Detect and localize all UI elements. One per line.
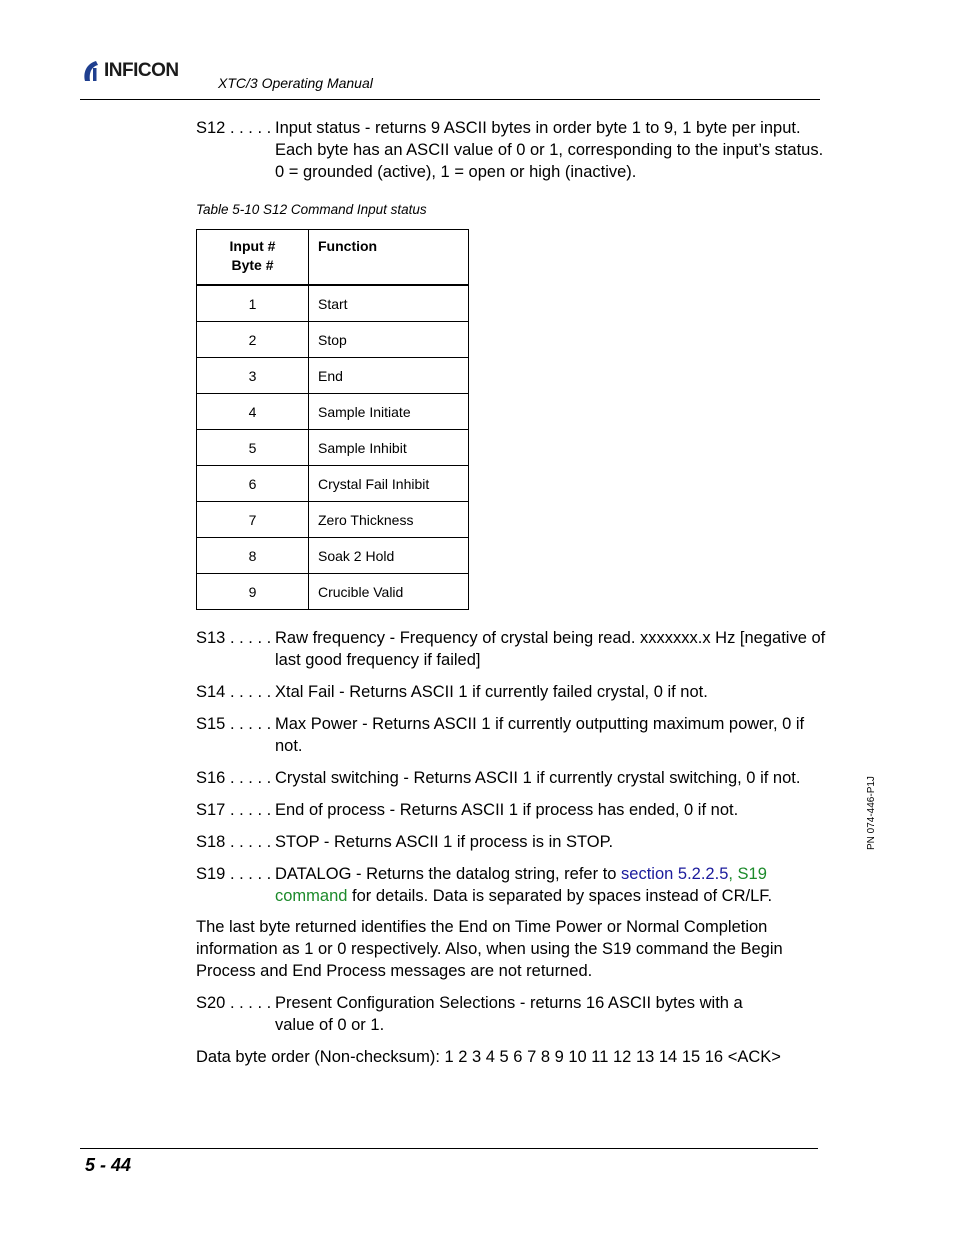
inficon-logo	[80, 58, 179, 84]
entry-text: Input status - returns 9 ASCII bytes in order byte 1 to 9, 1 byte per input. Each byte has an ASCII value of 0 or 1, corresponding to the input’s status. 0 = grounded (active), 1 = open or high (inactive).	[275, 119, 824, 181]
entry-code: S17 . . . . .	[196, 801, 272, 819]
input-status-table	[196, 229, 469, 610]
table-row	[197, 466, 469, 502]
entry-s19	[196, 863, 826, 907]
entry-s20	[196, 992, 826, 1036]
cell-input-number: 8	[197, 538, 309, 574]
entry-text	[275, 863, 826, 907]
column-header-input-byte	[197, 230, 309, 286]
header-divider	[80, 99, 820, 100]
column-header-function: Function	[309, 230, 469, 286]
header-input-label: Input #	[229, 238, 276, 254]
entry-code: S12 . . . . .	[196, 119, 272, 137]
last-byte-paragraph: The last byte returned identifies the End on Time Power or Normal Completion information as 1 or 0 respectively. Also, when using the S19 command the Begin Process and End Process messages are not returned.	[196, 918, 783, 980]
entry-code: S20 . . . . .	[196, 994, 272, 1012]
cell-function: End	[309, 358, 469, 394]
table-row	[197, 394, 469, 430]
entry-s16	[196, 767, 836, 789]
cell-input-number: 3	[197, 358, 309, 394]
entry-code: S16 . . . . .	[196, 769, 272, 787]
entry-text: Max Power - Returns ASCII 1 if currently outputting maximum power, 0 if not.	[275, 715, 805, 755]
part-number-side-text: PN 074-446-P1J	[866, 776, 877, 850]
cell-input-number: 6	[197, 466, 309, 502]
entry-text: Raw frequency - Frequency of crystal being read. xxxxxxx.x Hz [negative of last good frequency if failed]	[275, 629, 826, 669]
entry-s18	[196, 831, 826, 853]
s19-command-link[interactable]: S19 command	[275, 865, 767, 905]
cell-function: Zero Thickness	[309, 502, 469, 538]
cell-input-number: 1	[197, 285, 309, 322]
table-header-row	[197, 230, 469, 286]
inficon-logo-icon	[80, 59, 102, 83]
entry-text: Present Configuration Selections - returns 16 ASCII bytes with a value of 0 or 1.	[275, 994, 743, 1034]
cell-input-number: 2	[197, 322, 309, 358]
link-separator: ,	[728, 865, 738, 883]
cell-function: Sample Inhibit	[309, 430, 469, 466]
data-byte-order-paragraph: Data byte order (Non-checksum): 1 2 3 4 5 6 7 8 9 10 11 12 13 14 15 16 <ACK>	[196, 1048, 781, 1066]
manual-title: XTC/3 Operating Manual	[218, 75, 373, 91]
page-number: 5 - 44	[85, 1155, 132, 1175]
table-row	[197, 358, 469, 394]
cell-input-number: 4	[197, 394, 309, 430]
entry-s12	[196, 117, 826, 183]
entry-text-before: DATALOG - Returns the datalog string, refer to	[275, 865, 622, 883]
table-row	[197, 285, 469, 322]
cell-function: Soak 2 Hold	[309, 538, 469, 574]
footer-divider	[80, 1148, 818, 1149]
entry-text: End of process - Returns ASCII 1 if process has ended, 0 if not.	[275, 801, 739, 819]
table-caption: Table 5-10 S12 Command Input status	[196, 202, 427, 217]
table-row	[197, 502, 469, 538]
table-row	[197, 574, 469, 610]
entry-text: STOP - Returns ASCII 1 if process is in STOP.	[275, 833, 614, 851]
entry-s14	[196, 681, 826, 703]
entry-s15	[196, 713, 826, 757]
table-row	[197, 322, 469, 358]
entry-code: S18 . . . . .	[196, 833, 272, 851]
cell-function: Stop	[309, 322, 469, 358]
entry-text: Xtal Fail - Returns ASCII 1 if currently failed crystal, 0 if not.	[275, 683, 708, 701]
entry-s13	[196, 627, 826, 671]
cell-function: Crucible Valid	[309, 574, 469, 610]
entry-code: S13 . . . . .	[196, 629, 272, 647]
cell-function: Crystal Fail Inhibit	[309, 466, 469, 502]
cell-input-number: 5	[197, 430, 309, 466]
entry-s17	[196, 799, 826, 821]
cell-function: Start	[309, 285, 469, 322]
cell-function: Sample Initiate	[309, 394, 469, 430]
table-row	[197, 430, 469, 466]
logo-text: INFICON	[104, 60, 179, 81]
entry-code: S15 . . . . .	[196, 715, 272, 733]
cell-input-number: 7	[197, 502, 309, 538]
entry-code: S14 . . . . .	[196, 683, 272, 701]
cell-input-number: 9	[197, 574, 309, 610]
table-row	[197, 538, 469, 574]
entry-text-after: for details. Data is separated by spaces instead of CR/LF.	[347, 887, 773, 905]
section-link[interactable]: section 5.2.2.5	[621, 865, 729, 883]
entry-text: Crystal switching - Returns ASCII 1 if currently crystal switching, 0 if not.	[275, 769, 801, 787]
header-byte-label: Byte #	[231, 257, 274, 273]
entry-code: S19 . . . . .	[196, 865, 272, 883]
